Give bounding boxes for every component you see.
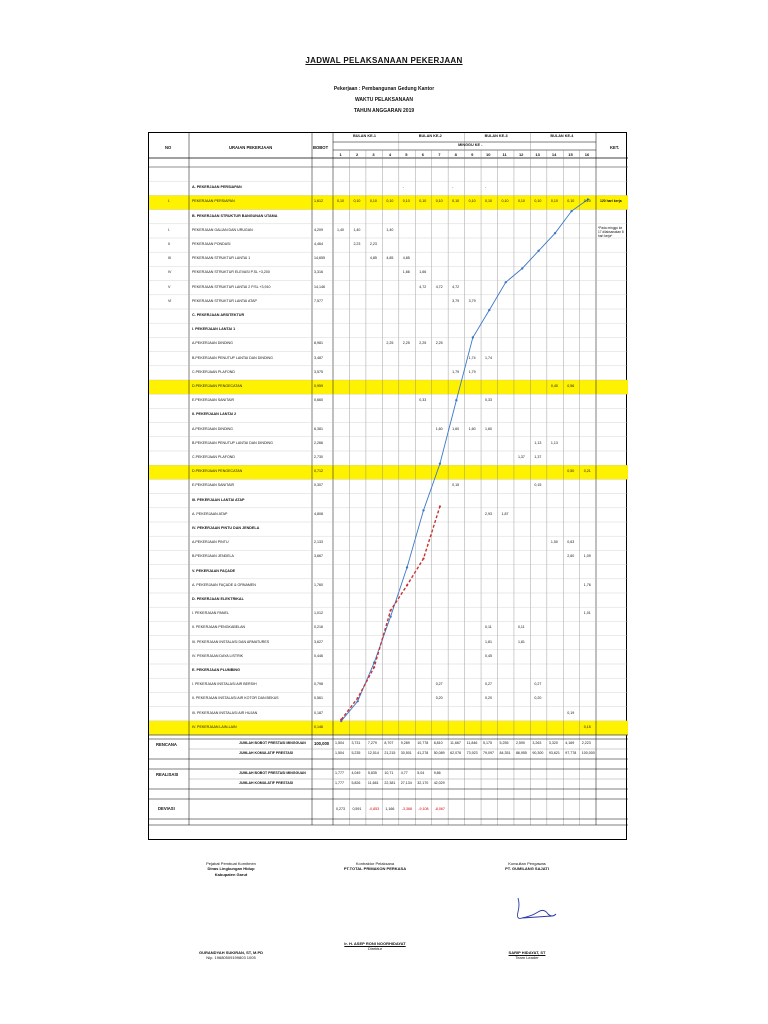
row-name: V. PEKERJAAN FAÇADE bbox=[192, 568, 236, 573]
row-bobot: 1,012 bbox=[314, 611, 323, 616]
row-name: A. PEKERJAAN ATAP bbox=[192, 511, 228, 516]
signer-name: GURANDYAH SUKIRAN, ST, M.PD bbox=[198, 950, 264, 955]
header-month: BULAN KE-4 bbox=[550, 134, 574, 138]
row-bobot: 1,612 bbox=[314, 199, 323, 204]
week-cell: 2,23 bbox=[353, 242, 361, 246]
week-cell: - bbox=[452, 185, 454, 190]
week-cell: 0,27 bbox=[485, 682, 493, 687]
row-bobot: 6,381 bbox=[314, 426, 323, 431]
week-cell: 0,10 bbox=[402, 199, 410, 204]
rencana-row-label: JUMLAH BOBOT PRESTASI MINGGUAN bbox=[239, 741, 306, 745]
row-name: B.PEKERJAAN JENDELA bbox=[192, 554, 234, 559]
rencana-value: 5,255 bbox=[499, 741, 509, 745]
week-cell: 0,11 bbox=[517, 625, 525, 630]
week-cell: 4,72 bbox=[419, 284, 427, 289]
rencana-value: 2,590 bbox=[515, 741, 525, 745]
week-cell: 1,79 bbox=[452, 369, 460, 374]
row-name: PEKERJAAN STRUKTUR LANTAI ATAP bbox=[192, 298, 257, 303]
rencana-value: 11,667 bbox=[450, 741, 461, 745]
row-name: III. PEKERJAAN LANTAI ATAP bbox=[192, 497, 245, 502]
row-name: II. PEKERJAAN LANTAI 2 bbox=[192, 412, 237, 417]
signature-org: Dinas Lingkungan Hidup bbox=[207, 866, 255, 872]
week-cell: 0,15 bbox=[583, 724, 591, 729]
ket-note: 120 hari kerja bbox=[600, 199, 622, 204]
deviasi-value: -3,368 bbox=[401, 807, 412, 811]
week-cell: 0,63 bbox=[567, 540, 575, 545]
week-cell: 0,20 bbox=[435, 696, 443, 701]
rencana-value: 3,320 bbox=[548, 741, 558, 745]
row-no: V bbox=[168, 284, 171, 289]
rencana-value: 5,175 bbox=[483, 741, 493, 745]
week-cell: 1,01 bbox=[583, 611, 591, 616]
row-no: III bbox=[168, 256, 171, 261]
header-week: 10 bbox=[486, 151, 491, 157]
deviasi-value: -9,108 bbox=[418, 807, 429, 811]
week-cell: 0,40 bbox=[550, 384, 558, 388]
rencana-value: 8,707 bbox=[384, 741, 394, 745]
row-bobot: 0,216 bbox=[314, 625, 323, 630]
week-cell: 1,60 bbox=[468, 426, 476, 431]
week-cell: 1,60 bbox=[435, 426, 443, 431]
row-name: A. PEKERJAAN FAÇADE & ORNAMEN bbox=[192, 582, 256, 587]
row-bobot: 0,561 bbox=[314, 696, 323, 701]
week-cell: 1,79 bbox=[468, 369, 476, 374]
rencana-value: 2,223 bbox=[581, 741, 591, 745]
week-cell: 0,10 bbox=[567, 199, 575, 204]
week-cell: 1,81 bbox=[517, 639, 525, 644]
week-cell: 0,33 bbox=[419, 398, 427, 403]
rencana-value: 5,235 bbox=[351, 751, 361, 755]
project-name: Pekerjaan : Pembangunan Gedung Kantor bbox=[333, 86, 435, 92]
row-bobot: 2,266 bbox=[314, 440, 323, 445]
week-cell: 0,10 bbox=[517, 199, 525, 204]
week-cell: 0,10 bbox=[435, 199, 443, 204]
signature-role: Pejabat Pembuat Komitmen bbox=[206, 861, 256, 866]
rencana-value: 1,504 bbox=[335, 741, 344, 745]
row-name: D. PEKERJAAN ELEKTRIKAL bbox=[192, 597, 244, 601]
week-cell: - bbox=[485, 185, 487, 190]
header-week: 14 bbox=[551, 151, 557, 157]
realisasi-value: 42,029 bbox=[433, 781, 445, 785]
header-week: 12 bbox=[518, 151, 524, 157]
header-month: BULAN KE-1 bbox=[353, 134, 376, 138]
row-name: C.PEKERJAAN PLAFOND bbox=[192, 369, 235, 374]
week-cell: 1,37 bbox=[534, 455, 542, 459]
row-no: VI bbox=[168, 298, 172, 303]
signature-org2: Kabupaten Garut bbox=[214, 871, 248, 877]
week-cell: 0,10 bbox=[501, 199, 509, 204]
realisasi-value: 1,777 bbox=[335, 781, 344, 785]
row-name: A.PEKERJAAN DINDING bbox=[192, 341, 233, 346]
header-no: NO bbox=[165, 145, 172, 150]
row-name: PEKERJAAN PERSIAPAN bbox=[192, 199, 235, 204]
row-name: PEKERJAAN STRUKTUR LANTAI 1 bbox=[192, 256, 251, 261]
week-cell: 1,74 bbox=[468, 355, 476, 360]
rencana-value: 86,955 bbox=[515, 751, 527, 755]
week-cell: 3,79 bbox=[468, 298, 476, 303]
row-name: D.PEKERJAAN PENGECATAN bbox=[192, 384, 243, 388]
week-cell: 1,09 bbox=[583, 554, 591, 559]
rencana-value: 100,000 bbox=[581, 751, 595, 755]
rencana-row-label: JUMLAH KOMULATIF PRESTASI bbox=[239, 751, 294, 755]
row-no: I. bbox=[168, 199, 170, 204]
realisasi-value: 5,04 bbox=[417, 771, 425, 775]
ket-note-2: *Pada minggu ke 17 dilaksanakan 8 hari kerja* bbox=[598, 225, 624, 239]
week-cell: 1,76 bbox=[583, 582, 591, 587]
signature-role: Konsultan Pengawas bbox=[508, 861, 546, 866]
rencana-value: 12,514 bbox=[367, 751, 379, 755]
rencana-value: 30,501 bbox=[400, 751, 412, 755]
row-bobot: 3,487 bbox=[314, 355, 323, 360]
rencana-value: 73,923 bbox=[466, 751, 478, 755]
rencana-value: 21,215 bbox=[384, 751, 396, 755]
realisasi-value: 27,134 bbox=[400, 781, 412, 785]
header-week: 16 bbox=[584, 151, 590, 157]
week-cell: 0,10 bbox=[386, 199, 394, 204]
row-name: B.PEKERJAAN PENUTUP LANTAI DAN DINDING bbox=[192, 440, 273, 445]
row-no: I. bbox=[168, 227, 170, 232]
week-cell: 0,10 bbox=[583, 199, 591, 204]
week-cell: 1,87 bbox=[501, 511, 509, 516]
week-cell: 2,25 bbox=[402, 341, 410, 346]
row-bobot: 3,667 bbox=[314, 554, 323, 559]
header-week: 3 bbox=[372, 151, 375, 157]
realisasi-value: 22,381 bbox=[384, 781, 396, 785]
week-cell: 4,85 bbox=[369, 256, 377, 261]
deviasi-label: DEVIASI bbox=[158, 806, 175, 811]
week-cell: - bbox=[402, 185, 404, 190]
row-name: II. PEKERJAAN PENGKABELAN bbox=[192, 625, 246, 630]
deviasi-value: -8,067 bbox=[434, 807, 445, 811]
week-cell: 2,23 bbox=[369, 242, 377, 246]
week-cell: 0,20 bbox=[534, 696, 542, 701]
row-name: E.PEKERJAAN SANITAIR bbox=[192, 483, 235, 488]
rencana-label: RENCANA bbox=[156, 742, 177, 747]
row-name: E.PEKERJAAN SANITAIR bbox=[192, 398, 235, 403]
row-name: PEKERJAAN PONDASI bbox=[192, 242, 231, 246]
realisasi-value: 5,826 bbox=[351, 781, 361, 785]
week-cell: 4,85 bbox=[402, 256, 410, 261]
rencana-value: 3,263 bbox=[532, 741, 542, 745]
signer-title: Nip. 19680509199803 1005 bbox=[206, 955, 256, 961]
signature-org: PT. GUMILANG SAJATI bbox=[505, 866, 549, 872]
week-cell: 0,45 bbox=[485, 653, 493, 658]
week-cell: 0,15 bbox=[534, 483, 542, 488]
week-cell: 1,13 bbox=[550, 440, 558, 445]
week-cell: 0,10 bbox=[419, 199, 427, 204]
row-name: A.PEKERJAAN DINDING bbox=[192, 426, 233, 431]
row-name: A.PEKERJAAN PINTU bbox=[192, 540, 229, 545]
week-cell: 0,10 bbox=[337, 199, 344, 204]
row-bobot: 0,660 bbox=[314, 398, 323, 403]
row-no: II bbox=[168, 242, 170, 246]
row-bobot: 0,146 bbox=[314, 724, 323, 729]
row-name: I. PEKERJAAN INSTALASI AIR BERSIH bbox=[192, 682, 257, 687]
row-bobot: 7,577 bbox=[314, 298, 323, 303]
week-cell: 1,37 bbox=[517, 455, 525, 459]
row-name: I. PEKERJAAN PANEL bbox=[192, 611, 229, 616]
row-name: IV. PEKERJAAN LAIN-LAIN bbox=[192, 724, 237, 729]
rencana-value: 97,778 bbox=[565, 751, 577, 755]
week-cell: 1,60 bbox=[485, 426, 493, 431]
week-cell: 2,25 bbox=[419, 341, 427, 346]
deviasi-value: 0,273 bbox=[336, 807, 345, 811]
page-title: JADWAL PELAKSANAAN PEKERJAAN bbox=[305, 56, 463, 65]
rencana-value: 62,076 bbox=[450, 751, 462, 755]
row-bobot: 3,316 bbox=[314, 270, 323, 275]
week-cell: 1,40 bbox=[337, 227, 344, 232]
row-name: III. PEKERJAAN INSTALASI DAN ARMATURES bbox=[192, 639, 270, 644]
week-cell: 4,72 bbox=[435, 284, 443, 289]
signature-org: PT.TOTAL PRIMAKON PERKASA bbox=[343, 866, 407, 872]
week-cell: 1,13 bbox=[534, 440, 542, 445]
rencana-value: 10,778 bbox=[417, 741, 429, 745]
rencana-value: 41,278 bbox=[417, 751, 429, 755]
rencana-value: 79,097 bbox=[483, 751, 495, 755]
week-cell: 1,81 bbox=[485, 639, 493, 644]
rencana-value: 9,289 bbox=[400, 741, 410, 745]
rencana-value: 90,300 bbox=[532, 751, 544, 755]
rencana-value: 3,731 bbox=[351, 741, 361, 745]
realisasi-value: 9,86 bbox=[433, 771, 441, 775]
row-bobot: 4,209 bbox=[314, 227, 323, 232]
row-name: III. PEKERJAAN INSTALASI AIR HUJAN bbox=[192, 710, 258, 715]
week-cell: 4,72 bbox=[452, 284, 460, 289]
deviasi-value: -0,853 bbox=[368, 807, 380, 811]
signature-role: Kontraktor Pelaksana bbox=[355, 861, 395, 866]
week-cell: 0,10 bbox=[468, 199, 476, 204]
signer-title: Direktur bbox=[367, 946, 382, 952]
week-cell: 4,85 bbox=[386, 256, 394, 261]
header-week: 6 bbox=[421, 151, 424, 157]
row-bobot: 0,959 bbox=[314, 384, 323, 388]
deviasi-value: 0,591 bbox=[352, 807, 362, 811]
row-bobot: 3,575 bbox=[314, 369, 323, 374]
week-cell: 0,20 bbox=[485, 696, 493, 701]
week-cell: 0,10 bbox=[353, 199, 361, 204]
realisasi-value: 32,170 bbox=[417, 781, 429, 785]
row-bobot: 14,146 bbox=[314, 284, 325, 289]
signer-name: Ir. H. ASEP RONI NOORHIDAYAT bbox=[344, 941, 406, 946]
time-label: WAKTU PELAKSANAAN bbox=[354, 97, 414, 103]
row-name: A. PEKERJAAN PERSIAPAN bbox=[192, 185, 242, 190]
week-cell: 0,27 bbox=[534, 682, 542, 687]
realisasi-value: 11,661 bbox=[367, 781, 379, 785]
week-cell: 0,50 bbox=[567, 469, 575, 474]
week-cell: 2,60 bbox=[567, 554, 575, 559]
header-week: 13 bbox=[535, 151, 540, 157]
row-bobot: 2,730 bbox=[314, 455, 323, 459]
row-name: C.PEKERJAAN PLAFOND bbox=[192, 455, 235, 459]
header-week: 11 bbox=[502, 151, 507, 157]
week-cell: 1,40 bbox=[386, 227, 394, 232]
row-name: C. PEKERJAAN ARSITEKTUR bbox=[192, 313, 245, 317]
header-week: 4 bbox=[388, 151, 392, 157]
week-cell: 0,21 bbox=[583, 469, 591, 474]
row-name: I. PEKERJAAN LANTAI 1 bbox=[192, 327, 236, 332]
rencana-value: 7,279 bbox=[367, 741, 377, 745]
rencana-value: 11,846 bbox=[466, 741, 478, 745]
week-cell: 1,40 bbox=[353, 227, 361, 232]
row-name: D.PEKERJAAN PENGECATAN bbox=[192, 469, 243, 474]
rencana-value: 1,504 bbox=[335, 751, 344, 755]
row-bobot: 0,187 bbox=[314, 710, 323, 715]
row-name: PEKERJAAN STRUKTUR ELEVASI P.SL +3,200 bbox=[192, 270, 270, 275]
row-bobot: 0,798 bbox=[314, 682, 323, 687]
row-name: PEKERJAAN STRUKTUR LANTAI 2 P.SL +3,910 bbox=[192, 284, 271, 289]
row-bobot: 14,655 bbox=[314, 256, 325, 261]
row-name: II. PEKERJAAN INSTALASI AIR KOTOR DAN BEKAS bbox=[192, 696, 279, 701]
row-name: PEKERJAAN GALIAN DAN URUGAN bbox=[192, 227, 253, 232]
row-bobot: 4,808 bbox=[314, 511, 323, 516]
header-bobot: BOBOT bbox=[313, 145, 329, 150]
row-name: IV. PEKERJAAN DAYA LISTRIK bbox=[192, 653, 244, 658]
header-week: 2 bbox=[355, 151, 359, 157]
header-week: 5 bbox=[405, 151, 408, 157]
row-bobot: 4,464 bbox=[314, 242, 323, 246]
row-bobot: 1,760 bbox=[314, 582, 323, 587]
week-cell: 1,60 bbox=[452, 426, 460, 431]
row-bobot: 0,446 bbox=[314, 653, 323, 658]
rencana-value: 4,169 bbox=[565, 741, 575, 745]
rencana-value: 84,351 bbox=[499, 751, 511, 755]
realisasi-value: 10,71 bbox=[384, 771, 394, 775]
realisasi-row-label: JUMLAH BOBOT PRESTASI MINGGUAN bbox=[239, 771, 306, 775]
rencana-value: 50,089 bbox=[433, 751, 445, 755]
header-week: 8 bbox=[454, 151, 457, 157]
header-week: 15 bbox=[568, 151, 573, 157]
header-ket: KET. bbox=[610, 145, 620, 150]
week-cell: 1,66 bbox=[419, 270, 427, 275]
week-cell: 0,19 bbox=[567, 710, 575, 715]
row-bobot: 8,981 bbox=[314, 341, 323, 346]
row-bobot: 0,712 bbox=[314, 469, 323, 474]
rencana-value: 8,810 bbox=[433, 741, 443, 745]
week-cell: 0,33 bbox=[485, 398, 493, 403]
week-cell: 0,27 bbox=[435, 682, 443, 687]
realisasi-row-label: JUMLAH KOMULATIF PRESTASI bbox=[239, 781, 294, 785]
realisasi-label: REALISASI bbox=[156, 772, 179, 777]
row-name: E. PEKERJAAN PLUMBING bbox=[192, 668, 240, 672]
row-name: B. PEKERJAAN STRUKTUR BANGUNAN UTAMA bbox=[192, 213, 278, 218]
header-week: 1 bbox=[339, 151, 342, 157]
fiscal-year: TAHUN ANGGARAN 2019 bbox=[353, 108, 415, 114]
signer-title: Team Leader bbox=[515, 955, 539, 961]
week-cell: 0,11 bbox=[485, 625, 492, 630]
header-month: BULAN KE-3 bbox=[484, 134, 508, 138]
week-cell: 1,66 bbox=[402, 270, 410, 275]
week-cell: 0,10 bbox=[534, 199, 542, 204]
header-week: 7 bbox=[438, 151, 441, 157]
row-bobot: 2,133 bbox=[314, 540, 323, 545]
week-cell: 1,74 bbox=[485, 355, 493, 360]
week-cell: 3,79 bbox=[452, 298, 460, 303]
week-cell: 0,15 bbox=[452, 483, 460, 488]
row-bobot: 0,307 bbox=[314, 483, 323, 488]
week-cell: 0,10 bbox=[369, 199, 377, 204]
week-cell: 0,10 bbox=[550, 199, 558, 204]
week-cell: 0,10 bbox=[452, 199, 460, 204]
rencana-value: 93,621 bbox=[548, 751, 560, 755]
realisasi-value: 4,049 bbox=[351, 771, 361, 775]
header-minggu: MINGGU KE - bbox=[458, 143, 483, 147]
header-month: BULAN KE-2 bbox=[418, 134, 442, 138]
row-bobot: 3,627 bbox=[314, 639, 323, 644]
week-cell: 1,50 bbox=[550, 540, 558, 545]
week-cell: 0,10 bbox=[485, 199, 493, 204]
week-cell: 2,25 bbox=[435, 341, 443, 346]
rencana-total: 100,000 bbox=[314, 741, 330, 746]
row-name: IV. PEKERJAAN PINTU DAN JENDELA bbox=[192, 526, 260, 530]
week-cell: 2,25 bbox=[386, 341, 394, 346]
row-name: B.PEKERJAAN PENUTUP LANTAI DAN DINDING bbox=[192, 355, 273, 360]
deviasi-value: 1,166 bbox=[385, 807, 395, 811]
realisasi-value: 1,777 bbox=[335, 771, 344, 775]
realisasi-value: 5,835 bbox=[367, 771, 377, 775]
signer-name: SARIP HIDAYAT, ST bbox=[508, 950, 546, 955]
header-uraian: URAIAN PEKERJAAN bbox=[229, 145, 273, 150]
realisasi-value: 4,77 bbox=[400, 771, 408, 775]
week-cell: 2,93 bbox=[485, 511, 493, 516]
header-week: 9 bbox=[471, 151, 474, 157]
week-cell: 0,56 bbox=[567, 384, 575, 388]
row-no: IV bbox=[168, 270, 172, 275]
